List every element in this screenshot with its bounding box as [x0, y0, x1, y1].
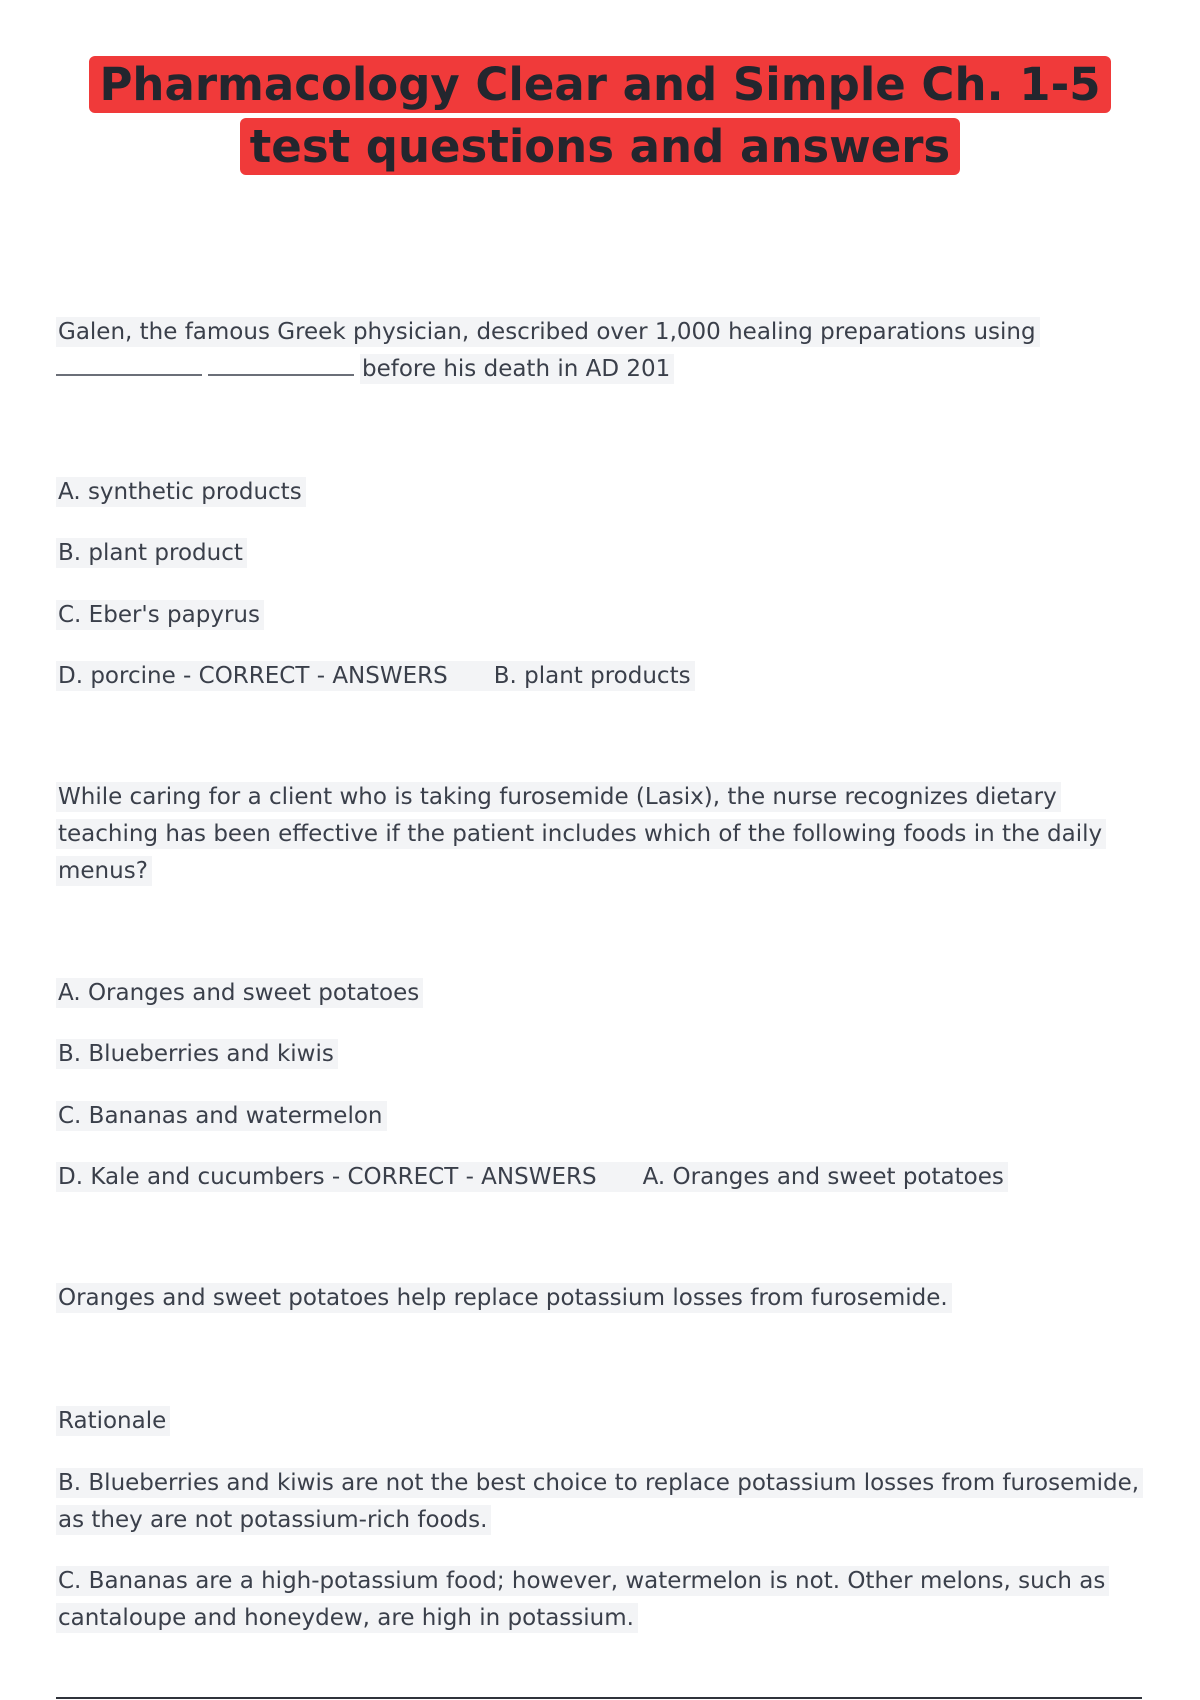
rationale-b-text2: as they are not potassium-rich foods.	[56, 1505, 491, 1535]
bottom-divider	[56, 1697, 1142, 1699]
q1-stem-text2: before his death in AD 201	[360, 354, 674, 384]
q1-option-c	[56, 597, 264, 634]
document-title-wrap	[60, 54, 1140, 178]
rationale-b-line2	[56, 1502, 491, 1539]
q2-stem-line2	[56, 816, 1106, 853]
q2-option-b	[56, 1036, 338, 1073]
q1-option-a	[56, 474, 306, 511]
q1-option-c-text: C. Eber's papyrus	[56, 600, 264, 630]
q2-explanation-text: Oranges and sweet potatoes help replace potassium losses from furosemide.	[56, 1283, 952, 1313]
q1-option-b	[56, 535, 247, 572]
q2-explanation	[56, 1280, 952, 1317]
q2-answer: A. Oranges and sweet potatoes	[642, 1164, 1004, 1190]
rationale-b-line1	[56, 1465, 1143, 1502]
q1-stem-line1	[56, 314, 1040, 351]
q2-option-a	[56, 975, 423, 1012]
q1-blank-1	[56, 352, 202, 376]
q2-stem-text3: menus?	[56, 856, 152, 886]
q1-blank-2	[208, 352, 354, 376]
q2-stem-line3	[56, 853, 152, 890]
q1-stem-line2	[56, 351, 674, 388]
rationale-b-text1: B. Blueberries and kiwis are not the best choice to replace potassium losses from furosemide,	[56, 1468, 1143, 1498]
q2-option-a-text: A. Oranges and sweet potatoes	[56, 978, 423, 1008]
rationale-heading	[56, 1403, 170, 1440]
document-title: Pharmacology Clear and Simple Ch. 1-5 test questions and answers	[89, 56, 1110, 175]
q2-option-b-text: B. Blueberries and kiwis	[56, 1039, 338, 1069]
q1-option-d	[56, 658, 695, 695]
q1-stem-text1: Galen, the famous Greek physician, described over 1,000 healing preparations using	[56, 317, 1040, 347]
q2-option-c	[56, 1098, 387, 1135]
rationale-c-text1: C. Bananas are a high-potassium food; however, watermelon is not. Other melons, such as	[56, 1566, 1109, 1596]
q1-option-b-text: B. plant product	[56, 538, 247, 568]
q1-option-d-text: D. porcine - CORRECT - ANSWERS	[58, 663, 448, 689]
q2-option-c-text: C. Bananas and watermelon	[56, 1101, 387, 1131]
q2-stem-text1: While caring for a client who is taking furosemide (Lasix), the nurse recognizes dietary	[56, 782, 1061, 812]
q2-option-d-text: D. Kale and cucumbers - CORRECT - ANSWERS	[58, 1164, 597, 1190]
rationale-c-line1	[56, 1563, 1109, 1600]
rationale-c-line2	[56, 1600, 638, 1637]
q1-option-a-text: A. synthetic products	[56, 477, 306, 507]
rationale-c-text2: cantaloupe and honeydew, are high in potassium.	[56, 1603, 638, 1633]
q2-stem-line1	[56, 779, 1061, 816]
q1-answer: B. plant products	[493, 663, 691, 689]
q2-option-d	[56, 1159, 1008, 1196]
q2-stem-text2: teaching has been effective if the patient includes which of the following foods in the daily	[56, 819, 1106, 849]
rationale-heading-text: Rationale	[56, 1406, 170, 1436]
